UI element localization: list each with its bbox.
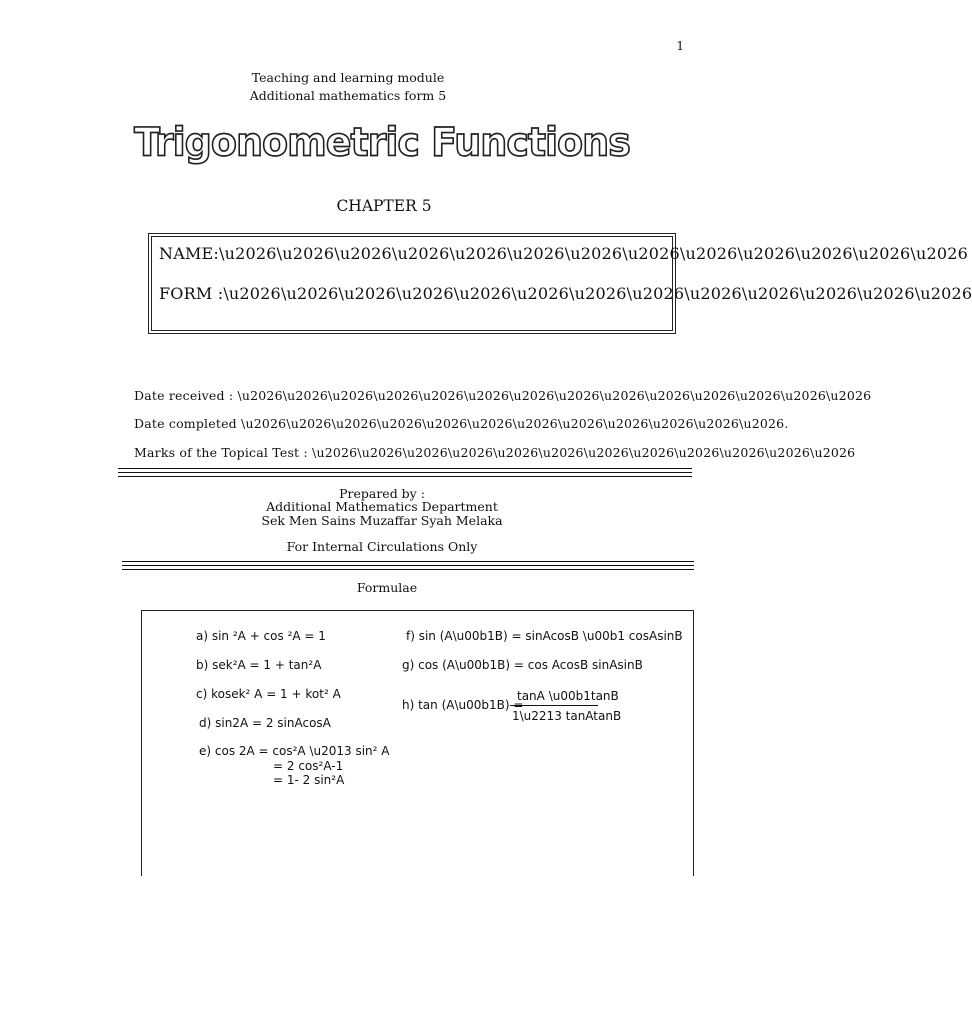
formula-h-denominator: 1\u2213 tanAtanB xyxy=(512,709,622,723)
formula-h-numerator: tanA \u00b1tanB xyxy=(517,689,619,703)
formula-f: f) sin (A\u00b1B) = sinAcosB \u00b1 cosAsinB xyxy=(406,629,683,643)
department: Additional Mathematics Department xyxy=(266,499,498,514)
formula-e-line1: e) cos 2A = cos²A \u2013 sin² A xyxy=(199,744,390,758)
formula-c: c) kosek² A = 1 + kot² A xyxy=(196,687,341,701)
formulae-box xyxy=(141,610,694,876)
formula-a: a) sin ²A + cos ²A = 1 xyxy=(196,629,326,643)
divider xyxy=(118,472,692,473)
school-name: Sek Men Sains Muzaffar Syah Melaka xyxy=(261,513,503,528)
date-completed[interactable]: Date completed \u2026\u2026\u2026\u2026\u2026\u2026\u2026\u2026\u2026\u2026\u2026\u2026. xyxy=(134,416,789,431)
date-received[interactable]: Date received : \u2026\u2026\u2026\u2026\u2026\u2026\u2026\u2026\u2026\u2026\u2026\u2026\u2026\u2026 xyxy=(134,388,872,403)
name-field[interactable]: NAME:\u2026\u2026\u2026\u2026\u2026\u2026\u2026\u2026\u2026\u2026\u2026\u2026\u2026 xyxy=(159,244,968,263)
formula-d: d) sin2A = 2 sinAcosA xyxy=(199,716,331,730)
divider xyxy=(122,561,694,562)
divider xyxy=(122,565,694,566)
chapter-heading: CHAPTER 5 xyxy=(336,197,432,215)
divider xyxy=(118,476,692,477)
formula-e-line3: = 1- 2 sin²A xyxy=(273,773,345,787)
fraction-bar xyxy=(510,705,598,706)
formula-e-line2: = 2 cos²A-1 xyxy=(273,759,344,773)
circulation-note: For Internal Circulations Only xyxy=(286,539,478,554)
page-title: Trigonometric Functions xyxy=(134,119,630,165)
divider xyxy=(118,468,692,469)
prepared-by: Prepared by : xyxy=(339,486,425,501)
form-field[interactable]: FORM :\u2026\u2026\u2026\u2026\u2026\u2026\u2026\u2026\u2026\u2026\u2026\u2026\u2026 xyxy=(159,284,972,303)
module-subtitle: Additional mathematics form 5 xyxy=(249,88,447,103)
topical-test-marks[interactable]: Marks of the Topical Test : \u2026\u2026\u2026\u2026\u2026\u2026\u2026\u2026\u2026\u2026\u2026\u2026 xyxy=(134,445,856,460)
formula-b: b) sek²A = 1 + tan²A xyxy=(196,658,322,672)
page-number: 1 xyxy=(676,39,684,53)
divider xyxy=(122,569,694,570)
formula-h-lhs: h) tan (A\u00b1B) = xyxy=(402,698,524,712)
module-title: Teaching and learning module xyxy=(251,70,445,85)
formulae-heading: Formulae xyxy=(356,580,418,595)
student-info-box xyxy=(148,233,972,334)
formula-g: g) cos (A\u00b1B) = cos AcosB sinAsinB xyxy=(402,658,643,672)
